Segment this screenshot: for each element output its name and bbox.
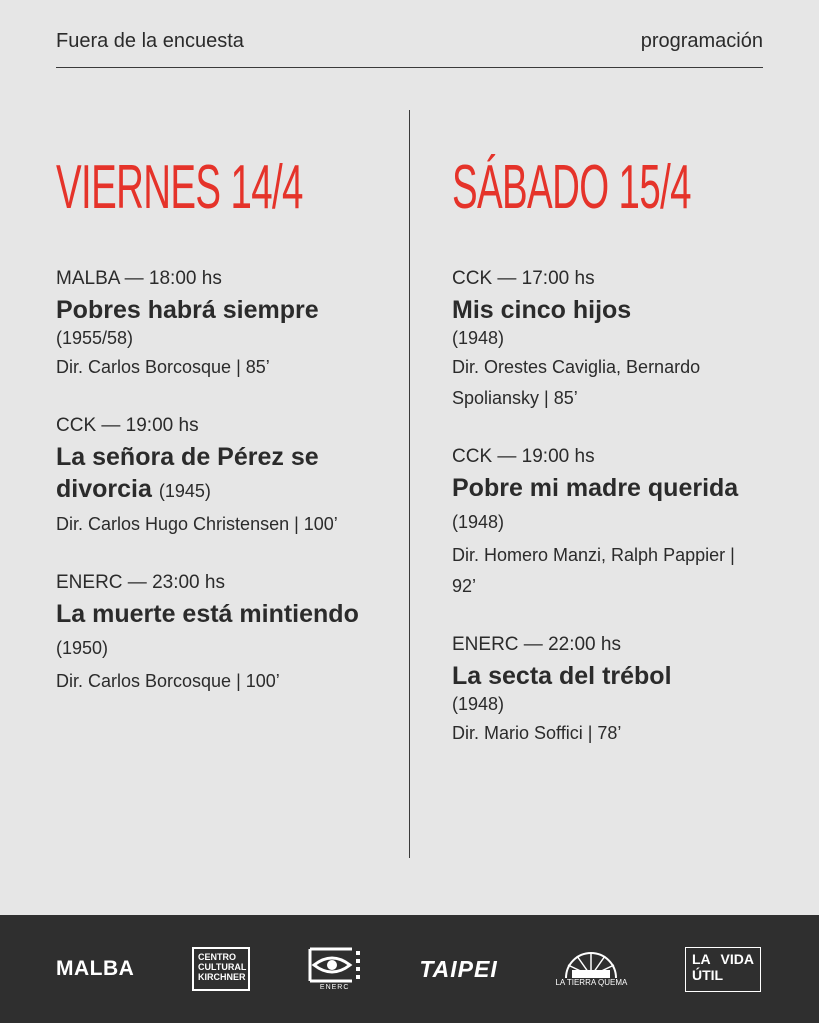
film-title-text: La muerte está mintiendo bbox=[56, 600, 359, 628]
screening-item bbox=[56, 570, 366, 697]
screening-venue-time: CCK — 17:00 hs bbox=[452, 268, 595, 289]
sunburst-icon bbox=[562, 952, 620, 978]
la-tierra-quema-text: LA TIERRA QUEMA bbox=[555, 977, 628, 987]
film-director: Dir. Orestes Caviglia, Bernardo Spoliansky | 85’ bbox=[452, 357, 701, 408]
la-vida-util-logo bbox=[685, 947, 761, 992]
film-title bbox=[452, 472, 762, 538]
enerc-eye-icon bbox=[308, 947, 362, 983]
film-title: Mis cinco hijos bbox=[452, 296, 632, 324]
malba-logo: MALBA bbox=[56, 957, 135, 980]
section-title: Fuera de la encuesta bbox=[56, 30, 244, 52]
vida-vida-text: VIDA bbox=[720, 950, 754, 967]
screening-item bbox=[452, 266, 762, 414]
screening-venue-time: CCK — 19:00 hs bbox=[452, 446, 595, 467]
film-title: Pobres habrá siempre bbox=[56, 296, 319, 324]
sponsor-footer bbox=[0, 915, 819, 1023]
film-director: Dir. Carlos Hugo Christensen | 100’ bbox=[56, 514, 338, 534]
film-year: (1950) bbox=[56, 638, 109, 658]
screening-item bbox=[452, 632, 762, 749]
screening-venue-time: ENERC — 22:00 hs bbox=[452, 634, 621, 655]
day-heading: VIERNES 14/4 bbox=[56, 153, 303, 222]
screening-venue-time: CCK — 19:00 hs bbox=[56, 415, 199, 436]
film-director: Dir. Homero Manzi, Ralph Pappier | 92’ bbox=[452, 545, 735, 596]
film-title: La secta del trébol bbox=[452, 662, 672, 690]
section-category: programación bbox=[640, 30, 763, 52]
day-column-saturday bbox=[452, 148, 762, 779]
day-heading: SÁBADO 15/4 bbox=[452, 153, 691, 222]
cck-logo: CENTRO CULTURAL KIRCHNER bbox=[192, 947, 250, 991]
film-title bbox=[56, 598, 366, 664]
la-tierra-quema-logo bbox=[555, 952, 627, 987]
screening-item bbox=[56, 413, 366, 540]
film-title-text: Pobre mi madre querida bbox=[452, 474, 739, 502]
film-year: (1945) bbox=[158, 481, 211, 501]
film-title-text: La señora de Pérez se divorcia bbox=[56, 443, 319, 503]
screening-venue-time: ENERC — 23:00 hs bbox=[56, 572, 225, 593]
enerc-logo-text: ENERC bbox=[319, 984, 350, 991]
taipei-logo: TAIPEI bbox=[419, 955, 498, 982]
vida-util-text: ÚTIL bbox=[691, 966, 724, 983]
film-year: (1948) bbox=[452, 512, 505, 532]
enerc-logo bbox=[308, 947, 362, 991]
vida-la-text: LA bbox=[691, 950, 711, 967]
film-director: Dir. Mario Soffici | 78’ bbox=[452, 723, 622, 743]
film-year: (1948) bbox=[452, 328, 505, 348]
day-column-friday bbox=[56, 148, 366, 727]
film-director: Dir. Carlos Borcosque | 100’ bbox=[56, 671, 280, 691]
film-year: (1955/58) bbox=[56, 328, 134, 348]
screening-item bbox=[452, 444, 762, 602]
column-divider bbox=[409, 110, 410, 858]
screening-item bbox=[56, 266, 366, 383]
screening-venue-time: MALBA — 18:00 hs bbox=[56, 268, 222, 289]
film-year: (1948) bbox=[452, 694, 505, 714]
page-header bbox=[56, 30, 763, 68]
film-title bbox=[56, 441, 366, 507]
film-director: Dir. Carlos Borcosque | 85’ bbox=[56, 357, 270, 377]
